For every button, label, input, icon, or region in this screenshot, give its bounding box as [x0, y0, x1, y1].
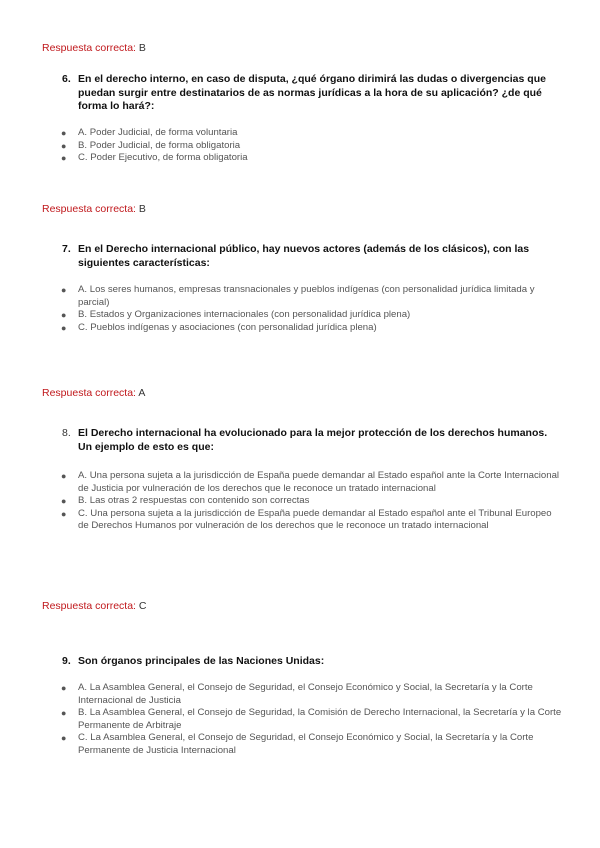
- bullet-icon: ●: [61, 708, 67, 718]
- correct-answer-line: [42, 600, 146, 613]
- question-number: 8.: [62, 427, 71, 439]
- bullet-icon: ●: [61, 508, 67, 519]
- option-a: ● A. La Asamblea General, el Consejo de Seguridad, el Consejo Económico y Social, la Secretaría y la Corte Internacional de Justicia: [61, 682, 533, 706]
- options-list: [62, 682, 562, 757]
- bullet-icon: ●: [61, 471, 67, 481]
- correct-answer-line: [42, 387, 145, 400]
- bullet-icon: ●: [61, 153, 67, 163]
- correct-answer-line: [42, 42, 146, 55]
- bullet-icon: ●: [61, 683, 67, 693]
- bullet-icon: ●: [61, 496, 67, 506]
- bullet-icon: ●: [61, 140, 67, 151]
- correct-answer-value: A: [138, 387, 146, 399]
- question-6: [62, 73, 562, 114]
- question-text: El Derecho internacional ha evolucionado para la mejor protección de los derechos humanos. Un ejemplo de esto es que:: [78, 427, 548, 453]
- bullet-icon: ●: [61, 285, 67, 295]
- correct-answer-line: [42, 203, 146, 216]
- option-b: ● B. La Asamblea General, el Consejo de Seguridad, la Comisión de Derecho Internacional, la Secretaría y la Corte Permanente de Arbitraje: [61, 707, 562, 731]
- option-b: ● B. Estados y Organizaciones internacionales (con personalidad jurídica plena): [61, 309, 411, 320]
- option-c: ● C. La Asamblea General, el Consejo de Seguridad, el Consejo Económico y Social, la Secretaría y la Corte Permanente de Justicia Internacional: [61, 732, 534, 756]
- question-9: [62, 655, 562, 669]
- option-b: ● B. Las otras 2 respuestas con contenido son correctas: [61, 495, 310, 506]
- question-number: 9.: [62, 655, 71, 667]
- option-c: ● C. Poder Ejecutivo, de forma obligatoria: [61, 152, 248, 163]
- option-a: ● A. Poder Judicial, de forma voluntaria: [61, 127, 238, 138]
- question-8: [62, 427, 562, 454]
- option-b: ● B. Poder Judicial, de forma obligatoria: [61, 139, 241, 151]
- bullet-icon: ●: [61, 128, 67, 138]
- question-number: 6.: [62, 73, 71, 85]
- option-a: ● A. Los seres humanos, empresas transnacionales y pueblos indígenas (con personalidad jurídica limitada y parcial): [61, 284, 535, 308]
- question-7: [62, 243, 562, 270]
- options-list: [62, 470, 562, 533]
- question-text: En el derecho interno, en caso de disputa, ¿qué órgano dirimirá las dudas o divergencias que puedan surgir entre destinatarios de as normas jurídicas a la hora de su aplicación? ¿de qué forma lo hará?:: [78, 73, 546, 112]
- option-a: ● A. Una persona sujeta a la jurisdicción de España puede demandar al Estado español ante la Corte Internacional de Justicia por vulneración de los derechos que le reconoce un tratado internacional: [61, 470, 560, 494]
- question-text: Son órganos principales de las Naciones Unidas:: [78, 655, 325, 667]
- correct-answer-label: Respuesta correcta:: [42, 42, 136, 54]
- options-list: [62, 284, 562, 334]
- correct-answer-label: Respuesta correcta:: [42, 203, 136, 215]
- option-c: ● C. Pueblos indígenas y asociaciones (con personalidad jurídica plena): [61, 321, 377, 333]
- correct-answer-label: Respuesta correcta:: [42, 387, 136, 399]
- correct-answer-value: B: [138, 42, 146, 54]
- bullet-icon: ●: [61, 322, 67, 333]
- bullet-icon: ●: [61, 310, 67, 320]
- options-list: [62, 127, 562, 165]
- question-text: En el Derecho internacional público, hay nuevos actores (además de los clásicos), con las siguientes características:: [78, 243, 530, 269]
- bullet-icon: ●: [61, 733, 67, 743]
- correct-answer-label: Respuesta correcta:: [42, 600, 136, 612]
- correct-answer-value: B: [138, 203, 146, 215]
- question-number: 7.: [62, 243, 71, 255]
- correct-answer-value: C: [138, 600, 147, 612]
- option-c: ● C. Una persona sujeta a la jurisdicción de España puede demandar al Estado español ante el Tribunal Europeo de Derechos Humanos por vulneración de los derechos que le reconoce un tratado internacional: [61, 507, 552, 531]
